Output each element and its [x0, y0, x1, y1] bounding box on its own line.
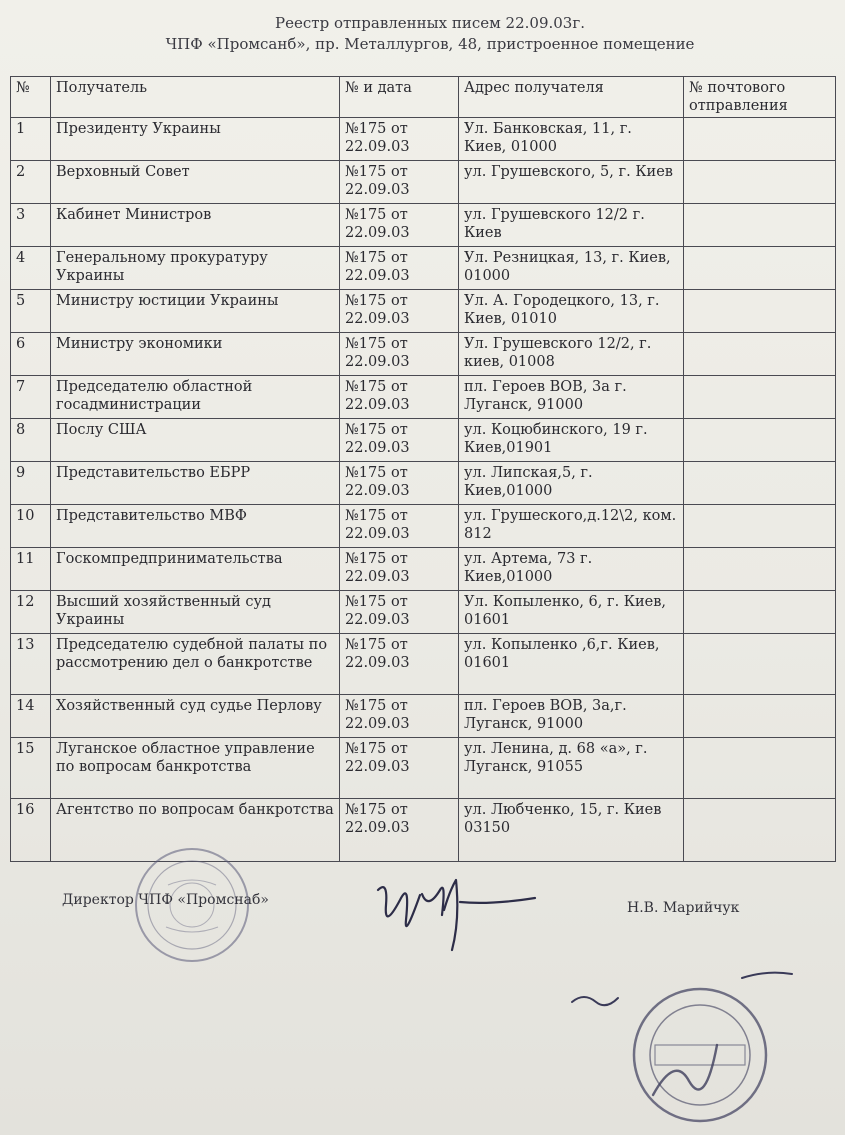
- address-cell: Ул. Резницкая, 13, г. Киев, 01000: [459, 247, 684, 290]
- postal-number-cell: [684, 376, 836, 419]
- postal-number-cell: [684, 204, 836, 247]
- row-number: 10: [11, 505, 51, 548]
- table-row: [11, 204, 836, 247]
- ref-date-cell: №175 от 22.09.03: [340, 738, 459, 799]
- address-cell: ул. Ленина, д. 68 «а», г. Луганск, 91055: [459, 738, 684, 799]
- postal-number-cell: [684, 799, 836, 862]
- row-number: 1: [11, 118, 51, 161]
- address-cell: Ул. Банковская, 11, г. Киев, 01000: [459, 118, 684, 161]
- ref-date-cell: №175 от 22.09.03: [340, 376, 459, 419]
- recipient-cell: Послу США: [51, 419, 340, 462]
- address-cell: ул. Грушеского,д.12\2, ком. 812: [459, 505, 684, 548]
- row-number: 15: [11, 738, 51, 799]
- recipient-cell: Верховный Совет: [51, 161, 340, 204]
- col-header-recipient: Получатель: [51, 77, 340, 118]
- postal-number-cell: [684, 548, 836, 591]
- postal-number-cell: [684, 738, 836, 799]
- table-row: [11, 247, 836, 290]
- ref-date-cell: №175 от 22.09.03: [340, 695, 459, 738]
- row-number: 3: [11, 204, 51, 247]
- ref-date-cell: №175 от 22.09.03: [340, 548, 459, 591]
- ref-date-cell: №175 от 22.09.03: [340, 118, 459, 161]
- recipient-cell: Представительство МВФ: [51, 505, 340, 548]
- address-cell: Ул. Копыленко, 6, г. Киев, 01601: [459, 591, 684, 634]
- address-cell: ул. Грушевского, 5, г. Киев: [459, 161, 684, 204]
- director-label: Директор ЧПФ «Промснаб»: [62, 892, 269, 908]
- recipient-cell: Кабинет Министров: [51, 204, 340, 247]
- col-header-address: Адрес получателя: [459, 77, 684, 118]
- address-cell: ул. Коцюбинского, 19 г. Киев,01901: [459, 419, 684, 462]
- ref-date-cell: №175 от 22.09.03: [340, 161, 459, 204]
- address-cell: ул. Копыленко ,6,г. Киев, 01601: [459, 634, 684, 695]
- recipient-cell: Генеральному прокуратуру Украины: [51, 247, 340, 290]
- ref-date-cell: №175 от 22.09.03: [340, 333, 459, 376]
- address-cell: ул. Артема, 73 г. Киев,01000: [459, 548, 684, 591]
- table-row: [11, 333, 836, 376]
- row-number: 7: [11, 376, 51, 419]
- postal-number-cell: [684, 591, 836, 634]
- document-title: Реестр отправленных писем 22.09.03г.: [275, 14, 585, 32]
- address-cell: Ул. Грушевского 12/2, г. киев, 01008: [459, 333, 684, 376]
- recipient-cell: Луганское областное управление по вопросам банкротства: [51, 738, 340, 799]
- recipient-cell: Министру юстиции Украины: [51, 290, 340, 333]
- row-number: 13: [11, 634, 51, 695]
- row-number: 5: [11, 290, 51, 333]
- recipient-cell: Хозяйственный суд судье Перлову: [51, 695, 340, 738]
- recipient-cell: Президенту Украины: [51, 118, 340, 161]
- ref-date-cell: №175 от 22.09.03: [340, 591, 459, 634]
- director-name: Н.В. Марийчук: [627, 900, 740, 916]
- ref-date-cell: №175 от 22.09.03: [340, 634, 459, 695]
- recipient-cell: Агентство по вопросам банкротства: [51, 799, 340, 862]
- ref-date-cell: №175 от 22.09.03: [340, 505, 459, 548]
- postal-number-cell: [684, 333, 836, 376]
- row-number: 6: [11, 333, 51, 376]
- table-row: [11, 462, 836, 505]
- ref-date-cell: №175 от 22.09.03: [340, 204, 459, 247]
- address-cell: ул. Грушевского 12/2 г. Киев: [459, 204, 684, 247]
- ref-date-cell: №175 от 22.09.03: [340, 419, 459, 462]
- table-row: [11, 695, 836, 738]
- ref-date-cell: №175 от 22.09.03: [340, 290, 459, 333]
- document-subtitle: ЧПФ «Промсанб», пр. Металлургов, 48, пристроенное помещение: [165, 35, 695, 53]
- row-number: 16: [11, 799, 51, 862]
- row-number: 11: [11, 548, 51, 591]
- table-row: [11, 118, 836, 161]
- postal-stamp: [625, 985, 775, 1125]
- recipient-cell: Министру экономики: [51, 333, 340, 376]
- table-row: [11, 634, 836, 695]
- table-row: [11, 591, 836, 634]
- table-row: [11, 548, 836, 591]
- ref-date-cell: №175 от 22.09.03: [340, 799, 459, 862]
- postal-number-cell: [684, 462, 836, 505]
- recipient-cell: Председателю судебной палаты по рассмотрению дел о банкротстве: [51, 634, 340, 695]
- postal-number-cell: [684, 247, 836, 290]
- row-number: 4: [11, 247, 51, 290]
- postal-number-cell: [684, 118, 836, 161]
- table-row: [11, 290, 836, 333]
- col-header-number: №: [11, 77, 51, 118]
- address-cell: ул. Липская,5, г. Киев,01000: [459, 462, 684, 505]
- table-row: [11, 376, 836, 419]
- row-number: 8: [11, 419, 51, 462]
- registry-table: [10, 76, 836, 862]
- table-row: [11, 161, 836, 204]
- ref-date-cell: №175 от 22.09.03: [340, 462, 459, 505]
- col-header-ref-date: № и дата: [340, 77, 459, 118]
- row-number: 2: [11, 161, 51, 204]
- postal-number-cell: [684, 161, 836, 204]
- table-row: [11, 505, 836, 548]
- postal-number-cell: [684, 419, 836, 462]
- recipient-cell: Высший хозяйственный суд Украины: [51, 591, 340, 634]
- row-number: 12: [11, 591, 51, 634]
- address-cell: пл. Героев ВОВ, 3а,г. Луганск, 91000: [459, 695, 684, 738]
- row-number: 9: [11, 462, 51, 505]
- recipient-cell: Председателю областной госадминистрации: [51, 376, 340, 419]
- postal-number-cell: [684, 290, 836, 333]
- postal-number-cell: [684, 634, 836, 695]
- signature: [360, 860, 550, 960]
- address-cell: пл. Героев ВОВ, 3а г. Луганск, 91000: [459, 376, 684, 419]
- ref-date-cell: №175 от 22.09.03: [340, 247, 459, 290]
- col-header-postal-number: № почтового отправления: [684, 77, 836, 118]
- table-row: [11, 419, 836, 462]
- row-number: 14: [11, 695, 51, 738]
- address-cell: ул. Любченко, 15, г. Киев 03150: [459, 799, 684, 862]
- postal-number-cell: [684, 695, 836, 738]
- postal-number-cell: [684, 505, 836, 548]
- table-header-row: [11, 77, 836, 118]
- address-cell: Ул. А. Городецкого, 13, г. Киев, 01010: [459, 290, 684, 333]
- recipient-cell: Представительство ЕБРР: [51, 462, 340, 505]
- table-row: [11, 738, 836, 799]
- recipient-cell: Госкомпредпринимательства: [51, 548, 340, 591]
